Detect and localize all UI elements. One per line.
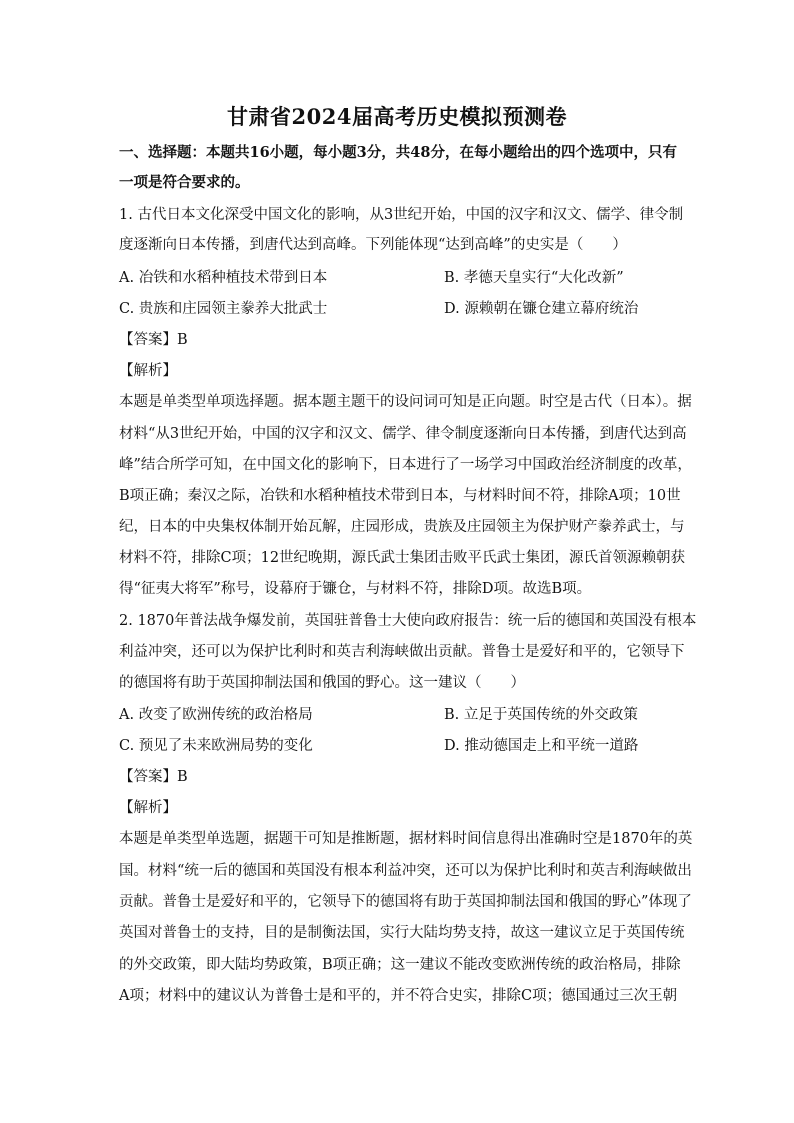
q1-option-c: C. 贵族和庄园领主豢养大批武士 [119,301,328,317]
q2-option-c: C. 预见了未来欧洲局势的变化 [119,738,313,754]
q1-option-b: B. 孝德天皇实行“大化改新” [444,270,624,286]
section-heading-line-1: 一、选择题：本题共16小题，每小题3分，共48分，在每小题给出的四个选项中，只有 [119,144,677,161]
section-heading-line-2: 一项是符合要求的。 [119,174,250,191]
q2-answer: 【答案】B [119,769,188,785]
q2-analysis-line-5: 的外交政策，即大陆均势政策，B项正确；这一建议不能改变欧洲传统的政治格局，排除 [119,957,681,973]
exam-title: 甘肃省2024届高考历史模拟预测卷 [227,104,567,129]
q2-option-b: B. 立足于英国传统的外交政策 [444,707,638,723]
q1-analysis-line-2: 材料“从3世纪开始，中国的汉字和汉文、儒学、律令制度逐渐向日本传播，到唐代达到高 [119,426,687,442]
q2-stem-line-1: 2. 1870年普法战争爆发前，英国驻普鲁士大使向政府报告：统一后的德国和英国没有根本 [119,613,697,629]
q1-analysis-line-7: 得“征夷大将军”称号，设幕府于镰仓，与材料不符，排除D项。故选B项。 [119,581,592,597]
q2-analysis-line-2: 国。材料“统一后的德国和英国没有根本利益冲突，还可以为保护比利时和英吉利海峡做出 [119,863,692,879]
q2-stem-line-3: 的德国将有助于英国抑制法国和俄国的野心。这一建议（ ） [119,675,525,691]
q1-analysis-line-5: 纪，日本的中央集权体制开始瓦解，庄园形成，贵族及庄园领主为保护财产豢养武士，与 [119,519,685,535]
q2-analysis-line-4: 英国对普鲁士的支持，目的是制衡法国，实行大陆均势支持，故这一建议立足于英国传统 [119,925,685,941]
q1-analysis-label: 【解析】 [119,363,177,379]
q1-analysis-line-4: B项正确；秦汉之际，冶铁和水稻种植技术带到日本，与材料时间不符，排除A项；10世 [119,488,681,504]
q1-analysis-line-6: 材料不符，排除C项；12世纪晚期，源氏武士集团击败平氏武士集团，源氏首领源赖朝获 [119,550,686,566]
q2-analysis-line-3: 贡献。普鲁士是爱好和平的，它领导下的德国将有助于英国抑制法国和俄国的野心”体现了 [119,894,692,910]
q1-option-d: D. 源赖朝在镰仓建立幕府统治 [444,301,639,317]
q2-stem-line-2: 利益冲突，还可以为保护比利时和英吉利海峡做出贡献。普鲁士是爱好和平的，它领导下 [119,644,685,660]
q1-answer: 【答案】B [119,332,188,348]
q2-analysis-label: 【解析】 [119,800,177,816]
q2-option-a: A. 改变了欧洲传统的政治格局 [119,707,313,723]
q1-option-a: A. 冶铁和水稻种植技术带到日本 [119,270,328,286]
q1-analysis-line-1: 本题是单类型单项选择题。据本题主题干的设问词可知是正向题。时空是古代（日本）。据 [119,394,692,410]
q1-stem-line-2: 度逐渐向日本传播，到唐代达到高峰。下列能体现“达到高峰”的史实是（ ） [119,237,627,253]
q1-analysis-line-3: 峰”结合所学可知，在中国文化的影响下，日本进行了一场学习中国政治经济制度的改革， [119,457,692,473]
q1-stem-line-1: 1. 古代日本文化深受中国文化的影响，从3世纪开始，中国的汉字和汉文、儒学、律令制 [119,207,684,223]
q2-option-d: D. 推动德国走上和平统一道路 [444,738,639,754]
q2-analysis-line-6: A项；材料中的建议认为普鲁士是和平的，并不符合史实，排除C项；德国通过三次王朝 [119,988,678,1004]
q2-analysis-line-1: 本题是单类型单选题，据题干可知是推断题，据材料时间信息得出准确时空是1870年的英 [119,831,693,847]
